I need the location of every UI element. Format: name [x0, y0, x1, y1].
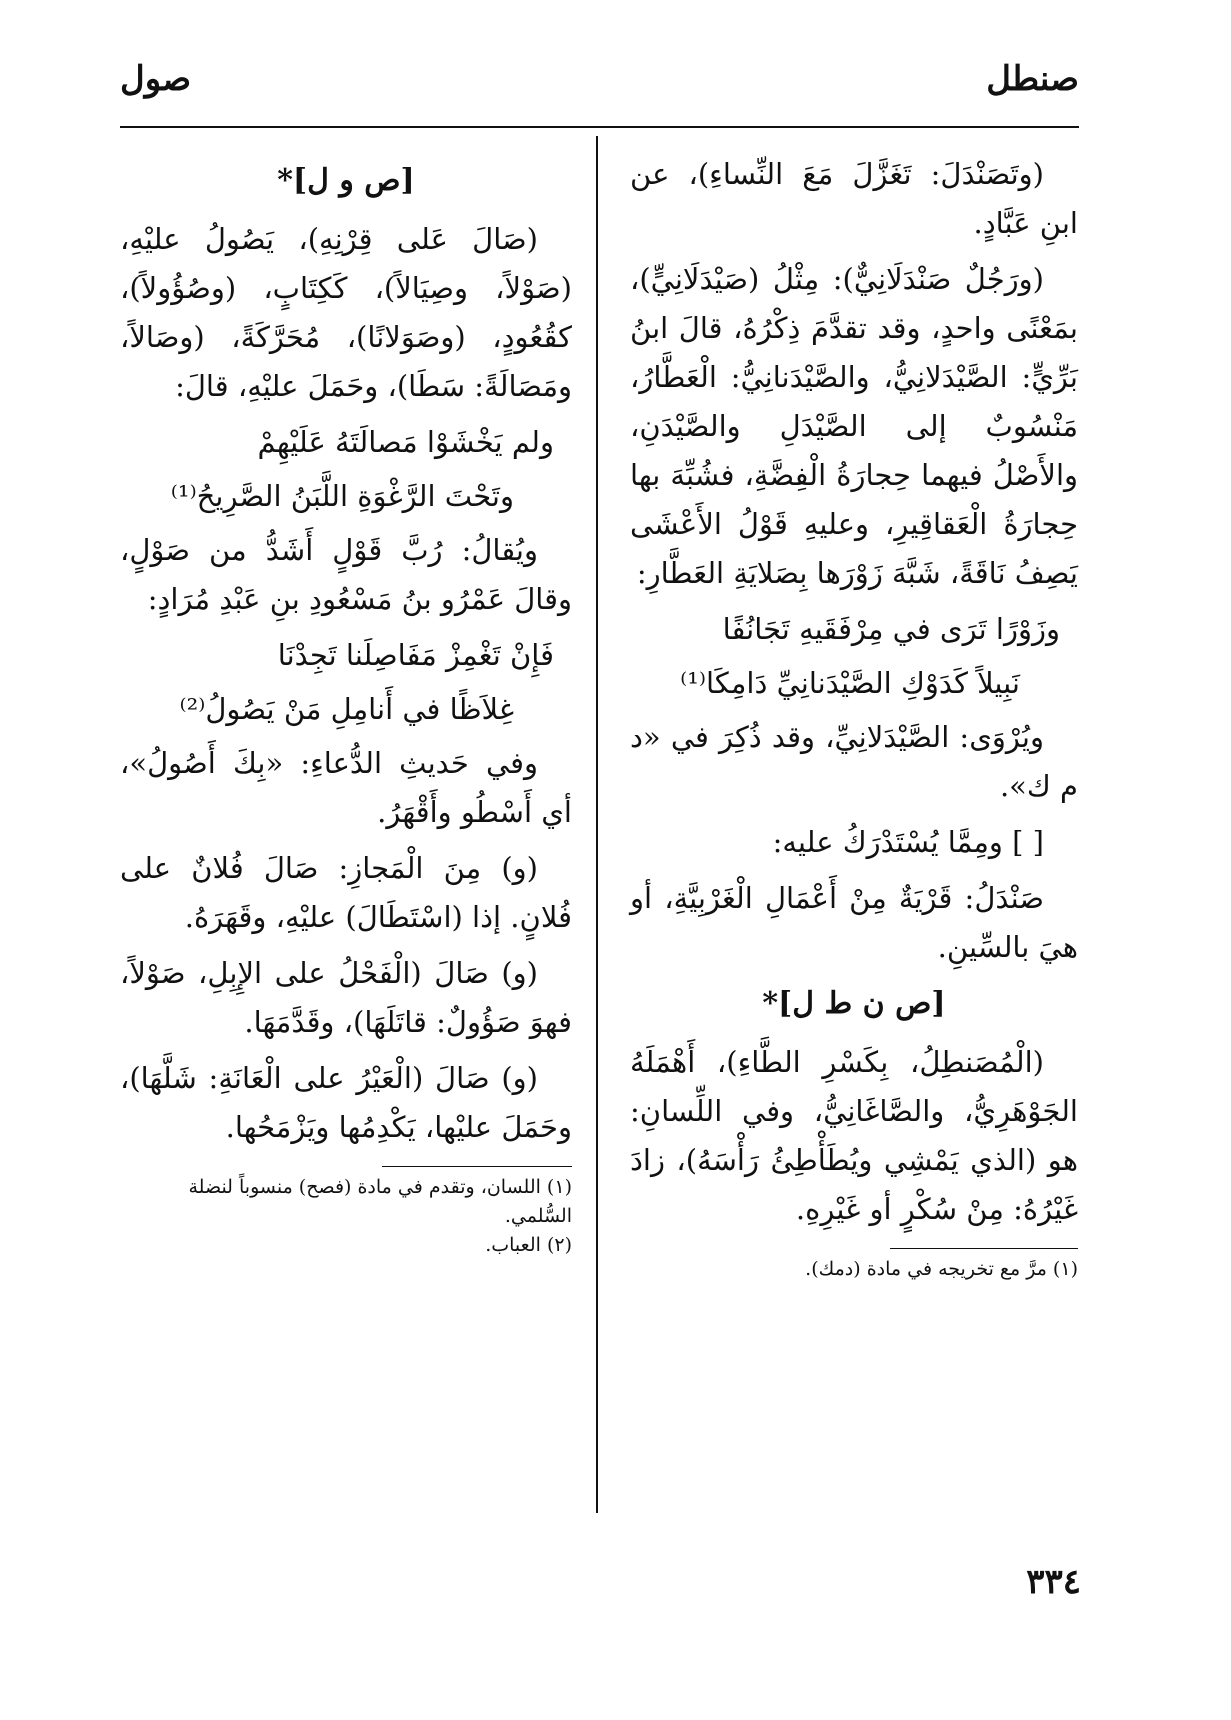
entry-paragraph: (الْمُصَنطِلُ، بِكَسْرِ الطَّاءِ)، أَهْمَلَهُ الجَوْهَرِيُّ، والصَّاغَانِيُّ، وفي اللِّسانِ: هو (الذي يَمْشِي ويُطَأْطِئُ رَأْسَهُ)، زادَ غَيْرُهُ: مِنْ سُكْرٍ أو غَيْرِهِ. — [630, 1045, 1078, 1226]
entry-paragraph: ويُرْوَى: الصَّيْدَلانِيِّ، وقد ذُكِرَ في «د م ك». — [630, 720, 1078, 803]
entry-paragraph: (و) صَالَ (الْعَيْرُ على الْعَانَةِ: شَلَّهَا)، وحَمَلَ عليْها، يَكْدِمُها ويَزْمَحُها. — [120, 1061, 572, 1144]
verse-line: وتَحْتَ الرَّغْوَةِ اللَّبَنُ الصَّرِيحُ⁽¹⁾ — [170, 479, 514, 513]
page-number: ٣٣٤ — [1026, 1562, 1081, 1602]
verse-line: وزَوْرًا تَرَى في مِرْفَقَيهِ تَجَانُفًا — [722, 612, 1060, 646]
entry-paragraph: (و) مِنَ الْمَجازِ: صَالَ فُلانٌ على فُلانٍ. إذا (اسْتَطَالَ) عليْهِ، وقَهَرَهُ. — [120, 851, 572, 934]
footnote-rule — [890, 1248, 1078, 1249]
entry-paragraph: وفي حَديثِ الدُّعاءِ: «بِكَ أَصُولُ»، أي أَسْطُو وأَقْهَرُ. — [120, 746, 572, 829]
entry-paragraph: (صَالَ عَلى قِرْنِهِ)، يَصُولُ عليْهِ، (صَوْلاً، وصِيَالاً)، كَكِتَابٍ، (وصُؤُولاً)، كقُعُودٍ، (وصَوَلانًا)، مُحَرَّكَةً، (وصَالاً، ومَصَالَةً: سَطَا)، وحَمَلَ عليْهِ، قالَ: — [120, 222, 572, 403]
column-divider — [596, 136, 598, 1513]
right-column — [630, 150, 1078, 1284]
entry-paragraph: (وتَصَنْدَلَ: تَغَزَّلَ مَعَ النِّساءِ)، عن ابنِ عَبَّادٍ. — [630, 157, 1078, 240]
header-rule — [120, 126, 1079, 128]
left-column — [120, 150, 572, 1260]
entry-paragraph: (ورَجُلٌ صَنْدَلَانِيٌّ): مِثْلُ (صَيْدَلَانِيٍّ)، بمَعْنًى واحدٍ، وقد تقدَّمَ ذِكْرُهُ، قالَ ابنُ بَرِّيٍّ: الصَّيْدَلانِيُّ، والصَّيْدَنانِيُّ: الْعَطَّارُ، مَنْسُوبٌ إلى الصَّيْدَلِ والصَّيْدَنِ، والأَصْلُ فيهما حِجارَةُ الْفِضَّةِ، فشُبِّهَ بها حِجارَةُ الْعَقاقِيرِ، وعليهِ قَوْلُ الأَعْشَى يَصِفُ نَاقَةً، شَبَّهَ زَوْرَها بِصَلايَةِ العَطَّارِ: — [630, 262, 1078, 590]
footnote: (١) اللسان، وتقدم في مادة (فصح) منسوباً لنضلة السُّلمي. — [188, 1176, 572, 1227]
running-head-left: صول — [120, 59, 192, 99]
verse-line: ولم يَخْشَوْا مَصالَتَهُ عَلَيْهِمْ — [257, 425, 554, 459]
entry-paragraph: (و) صَالَ (الْفَحْلُ على الإِبِلِ، صَوْلاً، فهوَ صَؤُولٌ: قاتَلَهَا)، وقَدَّمَهَا. — [120, 956, 572, 1039]
entry-paragraph: ويُقالُ: رُبَّ قَوْلٍ أَشَدُّ من صَوْلٍ، وقالَ عَمْرُو بنُ مَسْعُودِ بنِ عَبْدِ مُرَادٍ: — [120, 533, 572, 616]
verse-line: غِلاَظًا في أَنامِلِ مَنْ يَصُولُ⁽²⁾ — [179, 692, 514, 726]
entry-paragraph: صَنْدَلُ: قَرْيَةٌ مِنْ أَعْمَالِ الْغَرْبِيَّةِ، أو هيَ بالسِّينِ. — [630, 881, 1078, 964]
entry-heading: [ص ن ط ل]* — [762, 986, 946, 1021]
footnote: (٢) العباب. — [485, 1234, 572, 1256]
entry-paragraph: [ ] ومِمَّا يُسْتَدْرَكُ عليه: — [772, 825, 1044, 859]
footnote-rule — [382, 1166, 572, 1167]
verse-line: نَبِيلاً كَدَوْكِ الصَّيْدَنانِيِّ دَامِكَا⁽¹⁾ — [680, 666, 1020, 700]
entry-heading: [ص و ل]* — [277, 163, 415, 198]
verse-line: فَإِنْ تَغْمِزْ مَفَاصِلَنا تَجِدْنَا — [277, 638, 554, 672]
running-head-right: صنطل — [986, 59, 1079, 99]
footnote: (١) مرَّ مع تخريجه في مادة (دمك). — [805, 1258, 1078, 1280]
